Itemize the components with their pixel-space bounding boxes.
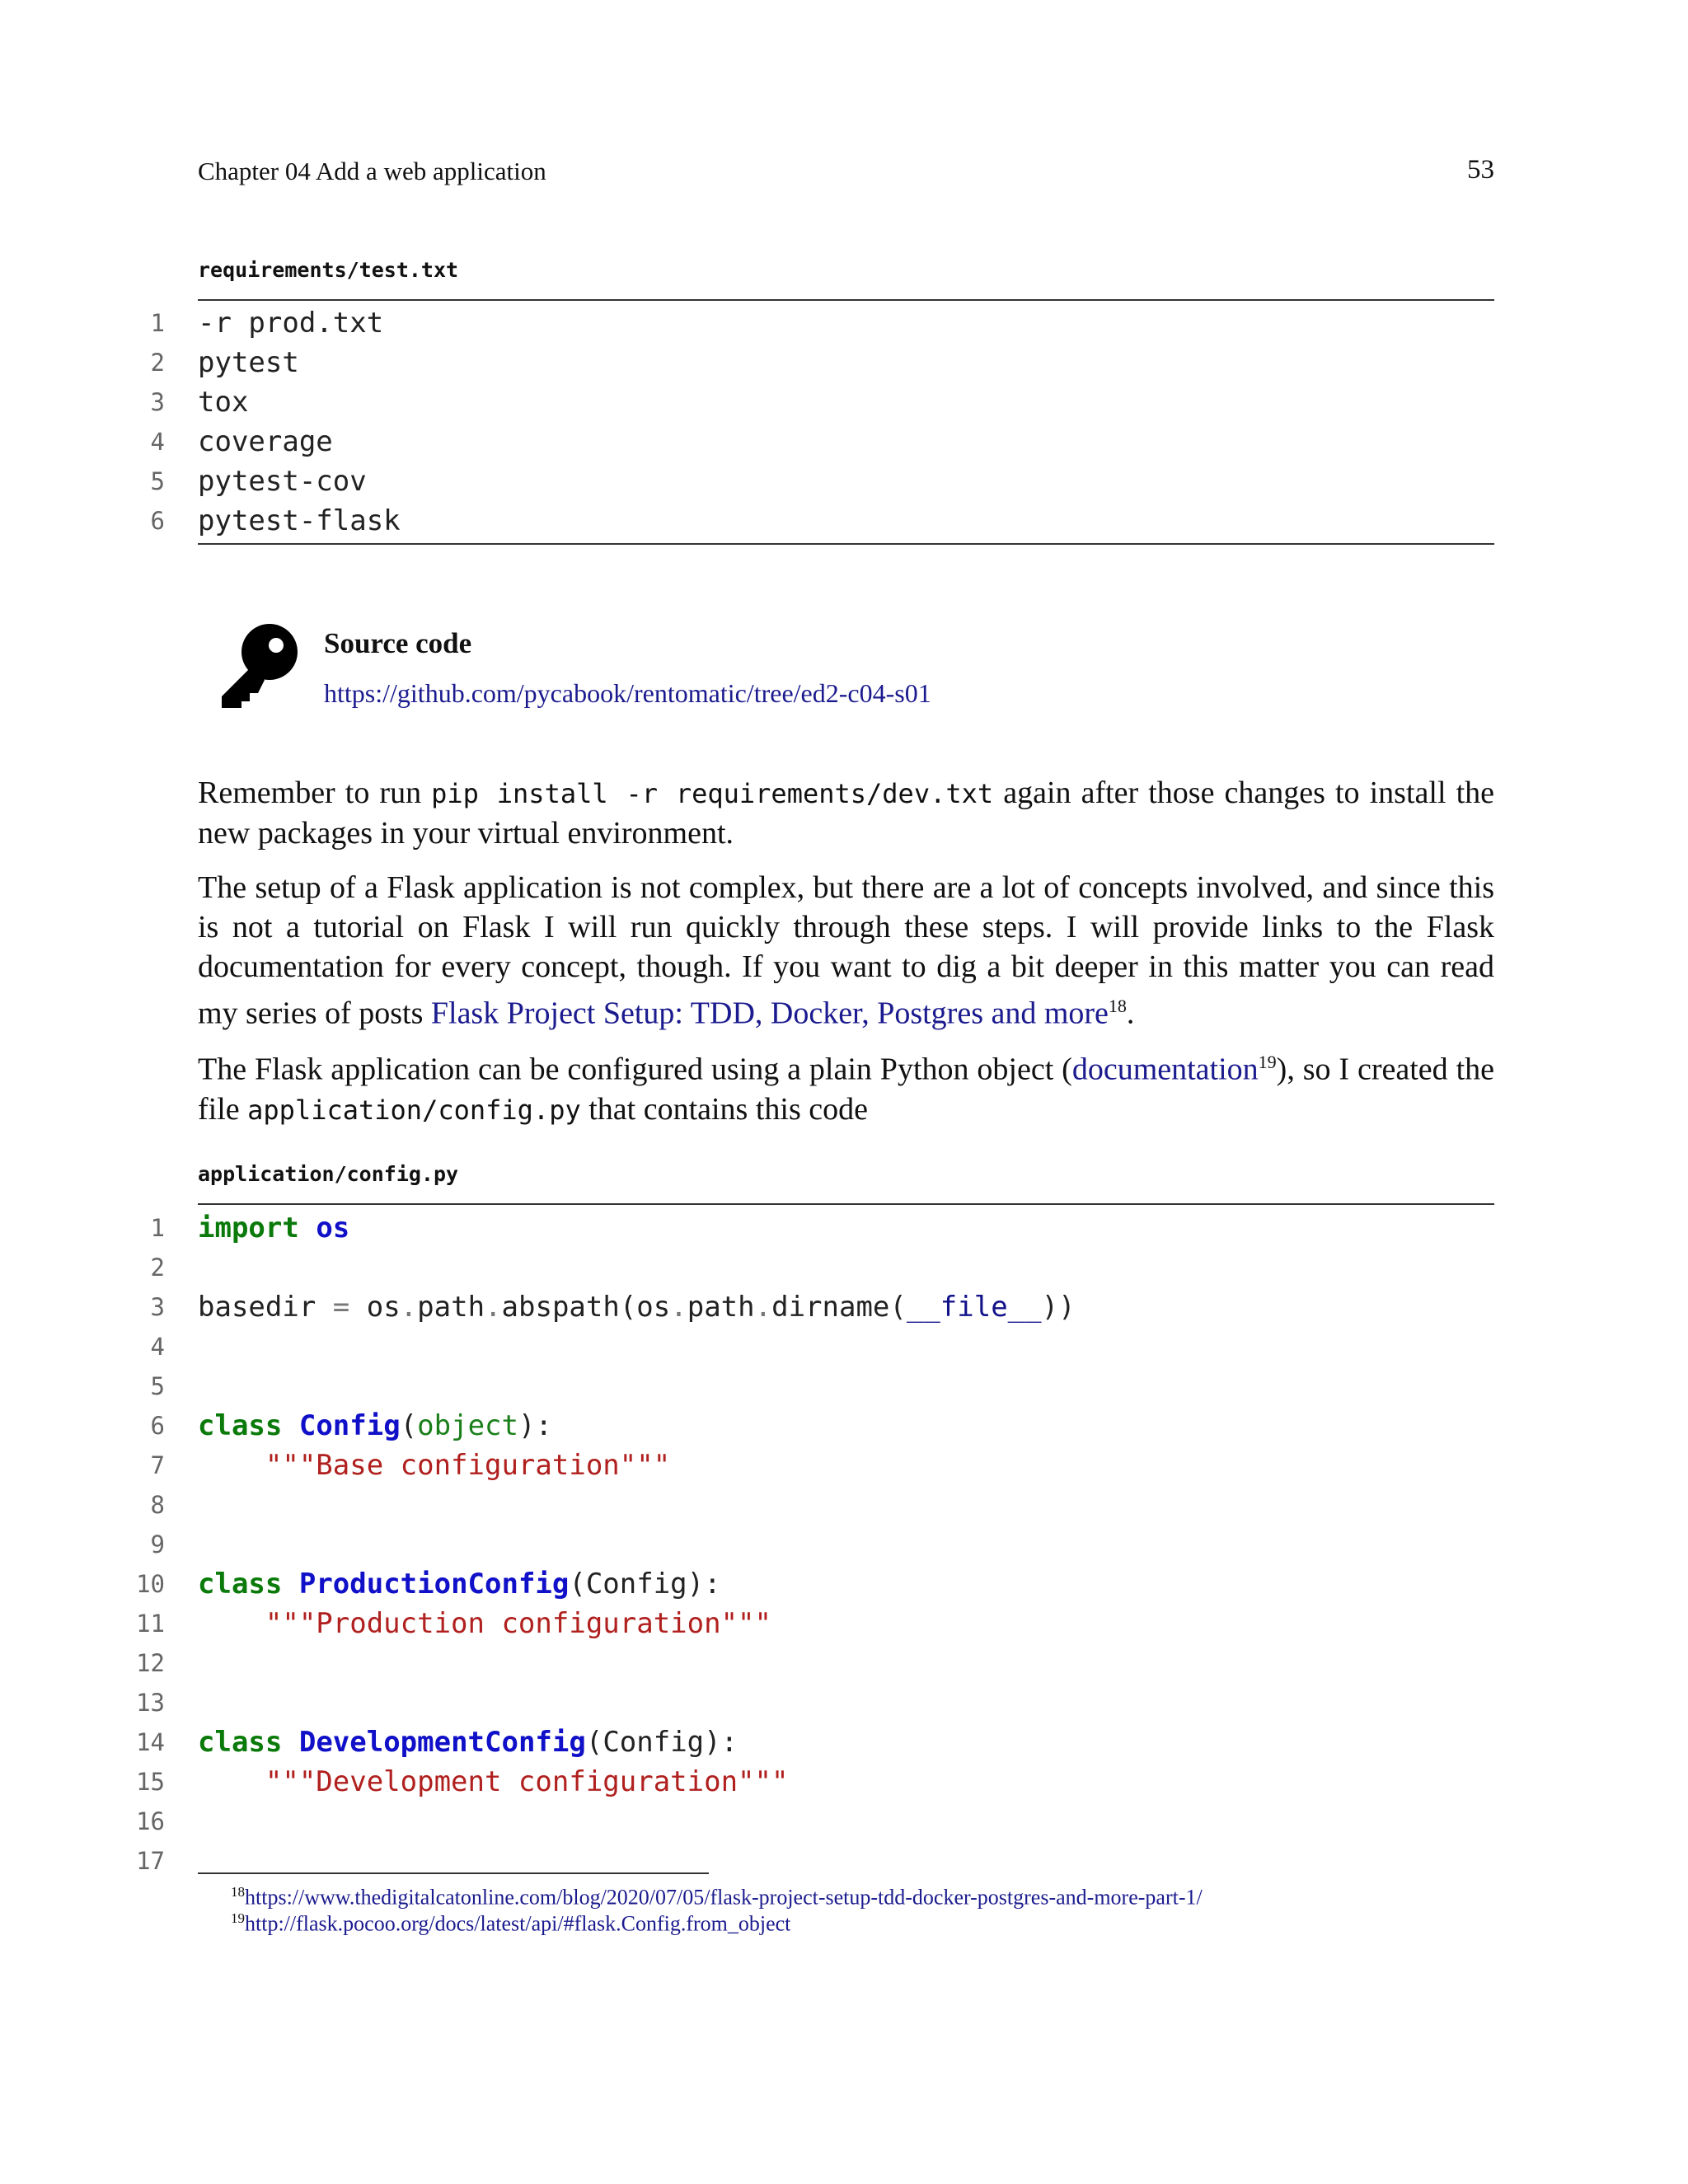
keyword: import [198,1212,299,1244]
text: ), so I created the file [198,1052,1494,1127]
docstring: """Development configuration""" [265,1765,789,1798]
operator: . [400,1291,418,1324]
paragraph-config [198,1043,1494,1130]
token: (Config): [569,1568,721,1601]
line-number: 4 [150,428,165,456]
token: path [687,1291,755,1324]
paragraph-install [198,773,1494,853]
line-number: 1 [150,1214,165,1242]
paragraph-flask-setup [198,868,1494,1033]
listing-caption-config: application/config.py [198,1162,459,1186]
code-line [124,1248,1494,1287]
line-number: 14 [136,1728,165,1756]
code-text: pytest [198,346,299,379]
line-number: 1 [150,309,165,337]
flask-project-setup-link[interactable]: Flask Project Setup: TDD, Docker, Postgres and more [430,996,1109,1031]
code-line [124,1604,1494,1643]
token: )) [1041,1291,1076,1324]
module-name: os [316,1212,350,1244]
footnote-link[interactable]: https://www.thedigitalcatonline.com/blog/2020/07/05/flask-project-setup-tdd-docker-postgres-and-more-part-1/ [245,1885,1203,1910]
token: path [417,1291,485,1324]
token: dirname( [771,1291,907,1324]
line-number: 11 [136,1610,165,1638]
inline-code: pip install -r requirements/dev.txt [431,778,994,809]
code-line [124,1485,1494,1525]
footnote-number: 18 [231,1884,245,1900]
listing-top-rule [198,299,1494,301]
inline-code: application/config.py [247,1094,581,1126]
keyword: class [198,1568,283,1601]
token: (Config): [585,1726,738,1759]
line-number: 4 [150,1333,165,1361]
footnote-rule [198,1872,709,1874]
line-number: 2 [150,349,165,377]
code-line [124,343,1494,382]
code-line [124,1683,1494,1722]
token: abspath(os [501,1291,671,1324]
code-line [124,1406,1494,1446]
token: ): [518,1409,552,1442]
code-line [124,462,1494,501]
text: that contains this code [580,1091,868,1127]
code-line [124,422,1494,462]
footnote-ref[interactable]: 19 [1258,1052,1277,1072]
token: os [349,1291,401,1324]
code-line [124,1446,1494,1485]
code-listing-config [124,1208,1494,1881]
code-text [198,1604,771,1643]
builtin: object [417,1409,518,1442]
text: The setup of a Flask application is not complex, but there are a lot of concepts involved, and since this is not a tutorial on Flask I will run quickly through these steps. I will provide links to the Flask documentation for every concept, though. If you want to dig a bit deeper in this matter you can read my series of posts [198,870,1494,1031]
line-number: 5 [150,1372,165,1400]
line-number: 6 [150,1412,165,1440]
line-number: 7 [150,1451,165,1479]
code-text: pytest-cov [198,465,367,498]
note-title: Source code [324,627,472,659]
text: The Flask application can be configured using a plain Python object ( [198,1052,1072,1087]
code-text [198,1564,721,1604]
line-number: 9 [150,1530,165,1558]
line-number: 15 [136,1768,165,1796]
code-text [198,1208,349,1248]
listing-top-rule [198,1203,1494,1205]
code-text: tox [198,386,249,419]
operator: = [332,1291,350,1324]
code-text [198,1722,738,1762]
line-number: 6 [150,507,165,535]
code-line [124,1208,1494,1248]
code-text [198,1762,788,1802]
code-line [124,1762,1494,1802]
code-text [198,1287,1076,1327]
code-text: pytest-flask [198,504,401,537]
token: basedir [198,1291,333,1324]
line-number: 2 [150,1254,165,1282]
space [299,1212,316,1244]
page-number: 53 [1467,155,1494,185]
code-text [198,1446,670,1485]
line-number: 12 [136,1649,165,1677]
dunder-name: __file__ [906,1291,1042,1324]
code-line [124,382,1494,422]
footnote-ref[interactable]: 18 [1108,996,1127,1016]
operator: . [485,1291,502,1324]
class-name: Config [298,1409,401,1442]
code-listing-requirements [124,303,1494,541]
line-number: 3 [150,388,165,416]
code-text: -r prod.txt [198,307,384,340]
text: again after those changes to install the new packages in your virtual environment. [198,776,1494,851]
line-number: 13 [136,1689,165,1717]
code-line [124,1366,1494,1406]
line-number: 8 [150,1491,165,1519]
key-icon [210,622,301,713]
running-header: Chapter 04 Add a web application [198,157,546,185]
source-code-note [210,622,1447,721]
line-number: 5 [150,467,165,495]
code-line [124,303,1494,343]
source-code-link[interactable]: https://github.com/pycabook/rentomatic/tree/ed2-c04-s01 [324,678,931,708]
docstring: """Production configuration""" [265,1607,771,1640]
text: . [1126,996,1135,1031]
code-line [124,1722,1494,1762]
text: Remember to run [198,776,432,810]
token: ( [400,1409,418,1442]
keyword: class [198,1409,283,1442]
operator: . [670,1291,687,1324]
code-line [124,1802,1494,1841]
footnote-link[interactable]: http://flask.pocoo.org/docs/latest/api/#flask.Config.from_object [245,1911,791,1936]
line-number: 3 [150,1293,165,1321]
listing-caption-requirements: requirements/test.txt [198,258,459,282]
listing-bottom-rule [198,543,1494,545]
code-line [124,1287,1494,1327]
code-line [124,1564,1494,1604]
operator: . [754,1291,772,1324]
code-line [124,1327,1494,1366]
documentation-link[interactable]: documentation [1071,1052,1259,1087]
code-line [124,1643,1494,1683]
code-line [124,1525,1494,1564]
code-text: coverage [198,425,333,458]
footnote-number: 19 [231,1910,245,1926]
code-line [124,1841,1494,1881]
keyword: class [198,1726,283,1759]
code-line [124,501,1494,541]
class-name: ProductionConfig [298,1568,570,1601]
docstring: """Base configuration""" [265,1449,671,1482]
footnote-19 [231,1905,790,1938]
line-number: 16 [136,1807,165,1835]
class-name: DevelopmentConfig [298,1726,586,1759]
code-text [198,1406,552,1446]
line-number: 17 [136,1847,165,1875]
line-number: 10 [136,1570,165,1598]
